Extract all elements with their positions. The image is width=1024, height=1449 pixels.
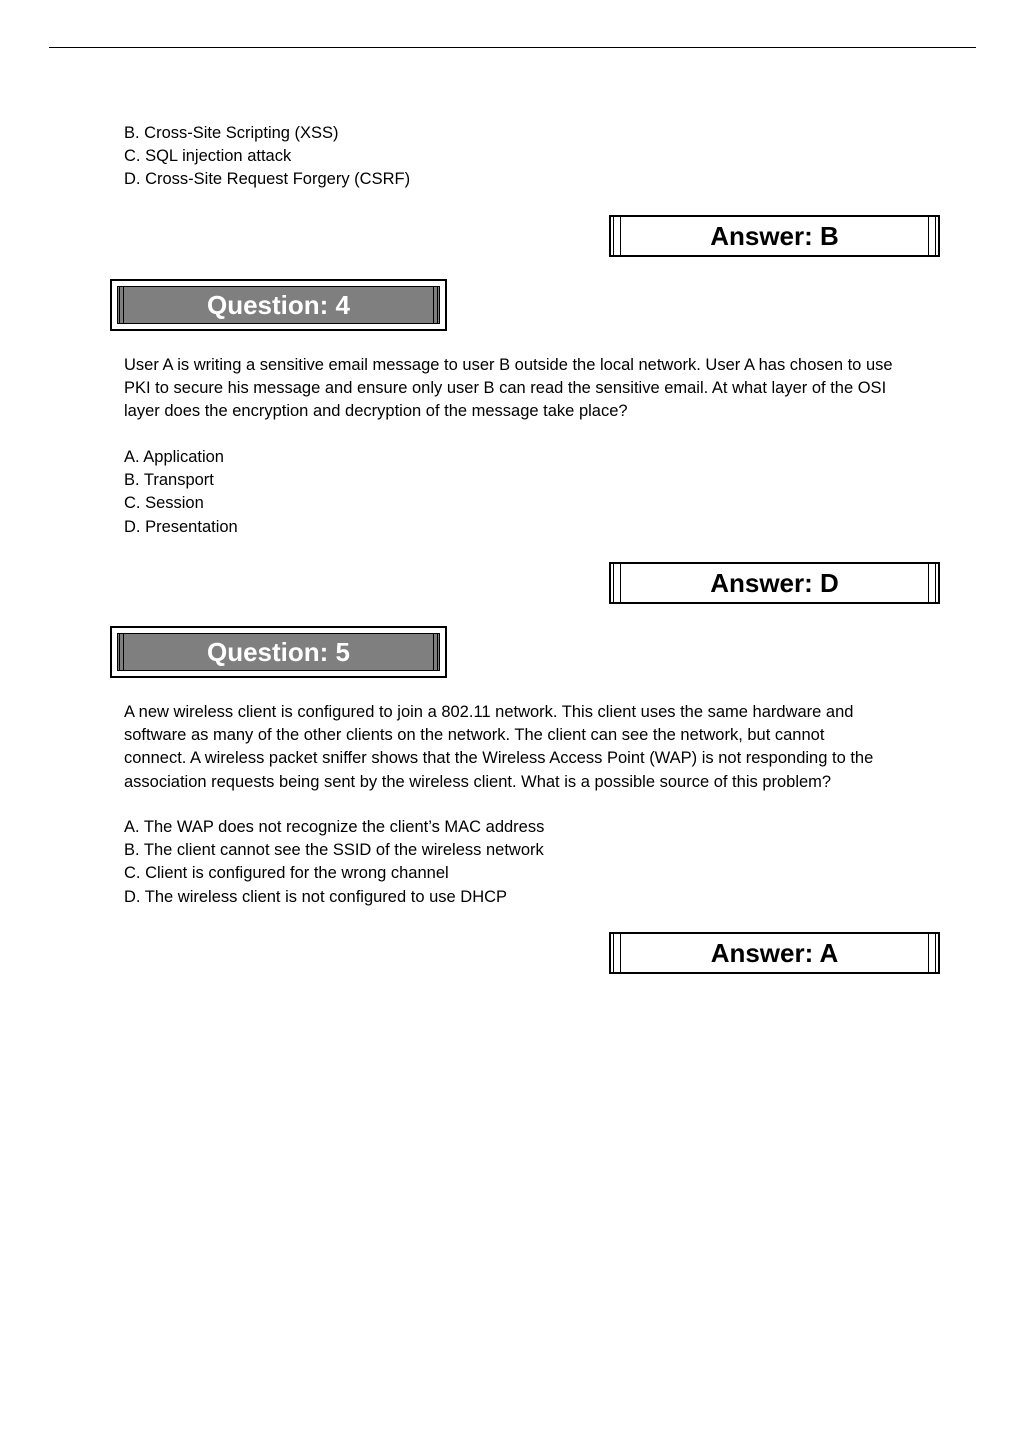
q5-option-d: D. The wireless client is not configured to use DHCP <box>124 887 508 906</box>
q5-answer: Answer: A <box>710 938 839 968</box>
q4-heading-box <box>110 279 447 331</box>
q5-option-a: A. The WAP does not recognize the client’s MAC address <box>124 818 545 836</box>
q4-question <box>124 354 944 424</box>
q5-option-c: C. Client is configured for the wrong channel <box>124 864 449 883</box>
q4-option-c: C. Session <box>124 494 204 513</box>
q5-answer-box <box>609 932 940 974</box>
header-rule <box>49 47 976 48</box>
q4-question-line: User A is writing a sensitive email message to user B outside the local network. User A has chosen to use <box>124 356 893 374</box>
q4-question-line: layer does the encryption and decryption of the message take place? <box>124 402 628 421</box>
q4-options <box>124 446 944 539</box>
q4-heading-inner <box>117 286 440 324</box>
q5-question-line: association requests being sent by the wireless client. What is a possible source of this problem? <box>124 772 832 791</box>
q3-answer: Answer: B <box>710 221 839 251</box>
q4-option-a: A. Application <box>124 448 224 466</box>
q4-option-b: B. Transport <box>124 471 214 490</box>
q3-option-c: C. SQL injection attack <box>124 147 292 166</box>
q3-options <box>124 122 944 192</box>
q3-option-d: D. Cross-Site Request Forgery (CSRF) <box>124 170 411 189</box>
q4-answer-box <box>609 562 940 604</box>
q5-heading-box <box>110 626 447 678</box>
q5-title: Question: 5 <box>206 637 350 667</box>
q4-option-d: D. Presentation <box>124 517 238 536</box>
q5-question-line: connect. A wireless packet sniffer shows that the Wireless Access Point (WAP) is not responding to the <box>124 749 874 768</box>
q4-question-line: PKI to secure his message and ensure only user B can read the sensitive email. At what layer of the OSI <box>124 379 887 398</box>
q5-question-line: A new wireless client is configured to join a 802.11 network. This client uses the same hardware and <box>124 703 854 721</box>
q5-question <box>124 701 944 794</box>
q5-options <box>124 816 944 909</box>
q4-answer: Answer: D <box>710 568 839 598</box>
q4-title: Question: 4 <box>206 290 350 320</box>
q5-heading-inner <box>117 633 440 671</box>
q3-answer-box <box>609 215 940 257</box>
q5-option-b: B. The client cannot see the SSID of the wireless network <box>124 841 544 860</box>
q5-question-line: software as many of the other clients on the network. The client can see the network, but cannot <box>124 726 825 745</box>
q3-option-b: B. Cross-Site Scripting (XSS) <box>124 124 339 142</box>
